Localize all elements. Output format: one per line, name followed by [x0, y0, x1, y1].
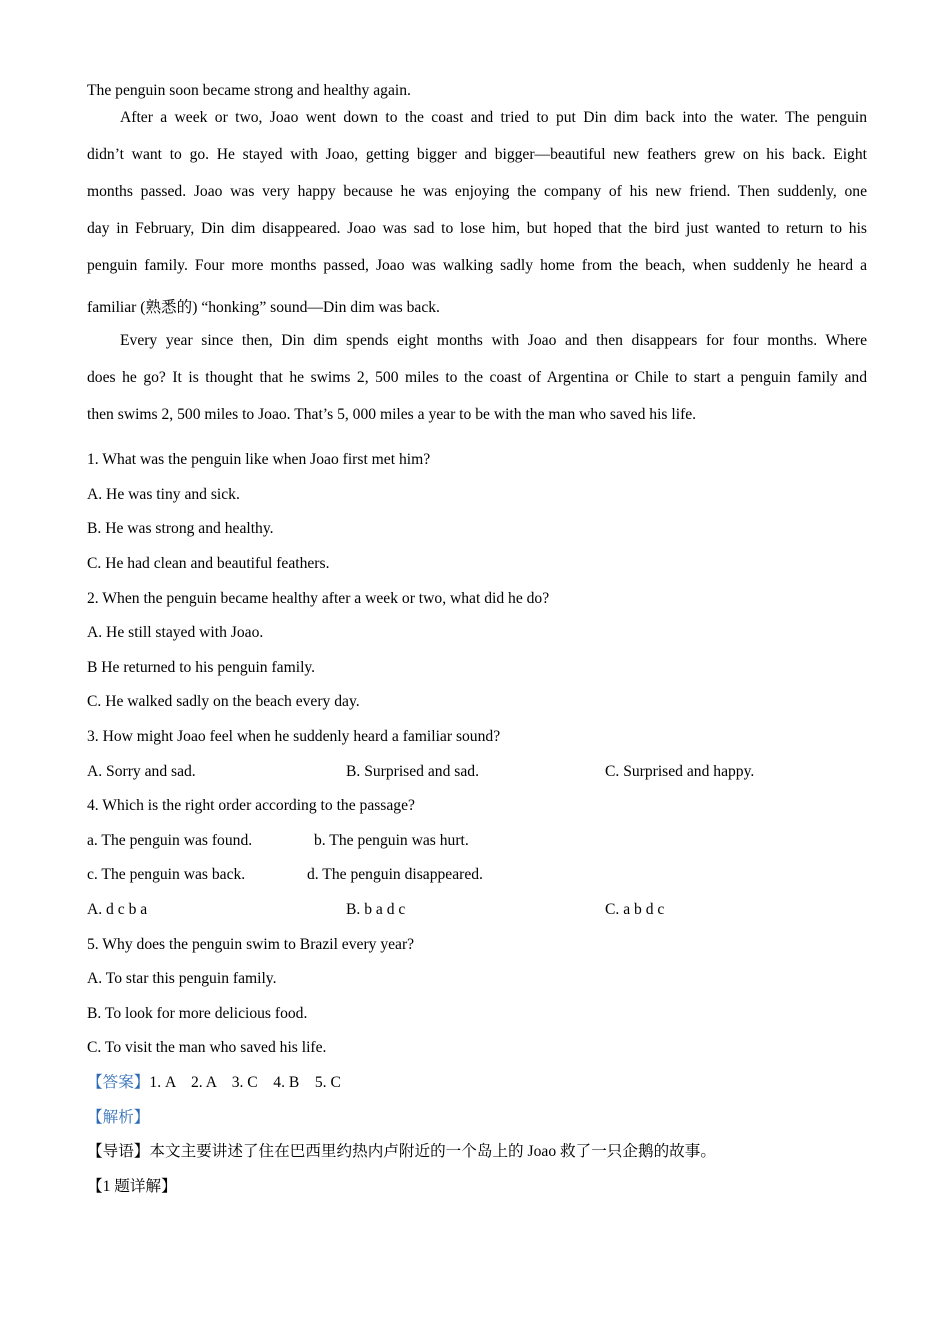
passage-paragraph-2 — [87, 332, 867, 444]
option-c: C. He walked sadly on the beach every day. — [87, 693, 360, 711]
passage-line: penguin family. Four more months passed, Joao was walking sadly home from the beach, when suddenly he heard a — [87, 257, 867, 275]
analysis-line — [87, 1101, 867, 1136]
option-c: C. To visit the man who saved his life. — [87, 1039, 327, 1057]
option-c: C. Surprised and happy. — [605, 762, 755, 780]
guide-text: 本文主要讲述了住在巴西里约热内卢附近的一个岛上的 Joao 救了一只企鹅的故事。 — [149, 1143, 716, 1161]
option-b: B He returned to his penguin family. — [87, 658, 316, 676]
detail-label: 【1 题详解】 — [87, 1177, 177, 1195]
question-3 — [87, 720, 867, 789]
question-stem: 2. When the penguin became healthy after a week or two, what did he do? — [87, 589, 550, 607]
passage-line: Every year since then, Din dim spends eight months with Joao and then disappears for four months. Where — [120, 331, 867, 349]
passage-paragraph-1 — [87, 109, 867, 332]
option-c: C. He had clean and beautiful feathers. — [87, 555, 330, 573]
event-a: a. The penguin was found. — [87, 831, 253, 849]
options-row — [87, 893, 867, 928]
passage-line: After a week or two, Joao went down to the coast and tried to put Din dim back into the water. The penguin — [120, 108, 867, 126]
question-5 — [87, 928, 867, 1066]
event-b: b. The penguin was hurt. — [314, 831, 469, 849]
passage-line: does he go? It is thought that he swims 2, 500 miles to the coast of Argentina or Chile to start a penguin family and — [87, 368, 867, 386]
answer-line — [87, 1066, 867, 1101]
passage-line: day in February, Din dim disappeared. Joao was sad to lose him, but hoped that the bird just wanted to return to his — [87, 220, 867, 238]
question-stem: 5. Why does the penguin swim to Brazil every year? — [87, 935, 415, 953]
option-b: B. To look for more delicious food. — [87, 1004, 308, 1022]
analysis-label: 【解析】 — [87, 1108, 150, 1126]
event-row — [87, 824, 867, 859]
option-b: B. b a d c — [346, 901, 406, 918]
option-b: B. Surprised and sad. — [346, 762, 479, 780]
event-c: c. The penguin was back. — [87, 866, 246, 884]
question-stem: 4. Which is the right order according to the passage? — [87, 797, 415, 815]
passage-line: familiar (熟悉的) “honking” sound—Din dim was back. — [87, 298, 440, 316]
option-a: A. Sorry and sad. — [87, 762, 196, 780]
options-row — [87, 755, 867, 790]
option-c: C. a b d c — [605, 901, 665, 918]
event-d: d. The penguin disappeared. — [307, 866, 483, 884]
guide-label: 【导语】 — [87, 1143, 150, 1161]
question-stem: 1. What was the penguin like when Joao first met him? — [87, 451, 431, 469]
event-row — [87, 858, 867, 893]
question-1 — [87, 443, 867, 581]
question-stem: 3. How might Joao feel when he suddenly heard a familiar sound? — [87, 728, 501, 746]
passage-line: months passed. Joao was very happy because he was enjoying the company of his new friend. Then suddenly, one — [87, 182, 867, 200]
document-page — [87, 74, 867, 1204]
passage-sentence: The penguin soon became strong and healthy again. — [87, 82, 411, 99]
option-a: A. To star this penguin family. — [87, 970, 277, 988]
option-a: A. d c b a — [87, 901, 148, 918]
question-4 — [87, 789, 867, 927]
guide-line — [87, 1135, 867, 1170]
passage-line: then swims 2, 500 miles to Joao. That’s 5, 000 miles a year to be with the man who saved his life. — [87, 406, 697, 424]
passage-line: didn’t want to go. He stayed with Joao, getting bigger and bigger—beautiful new feathers grew on his back. Eight — [87, 145, 867, 163]
option-b: B. He was strong and healthy. — [87, 520, 274, 538]
option-a: A. He still stayed with Joao. — [87, 624, 264, 642]
detail-line — [87, 1170, 867, 1205]
answer-label: 【答案】 — [87, 1073, 150, 1091]
question-2 — [87, 582, 867, 720]
option-a: A. He was tiny and sick. — [87, 485, 240, 503]
answer-text: 1. A 2. A 3. C 4. B 5. C — [149, 1073, 341, 1091]
